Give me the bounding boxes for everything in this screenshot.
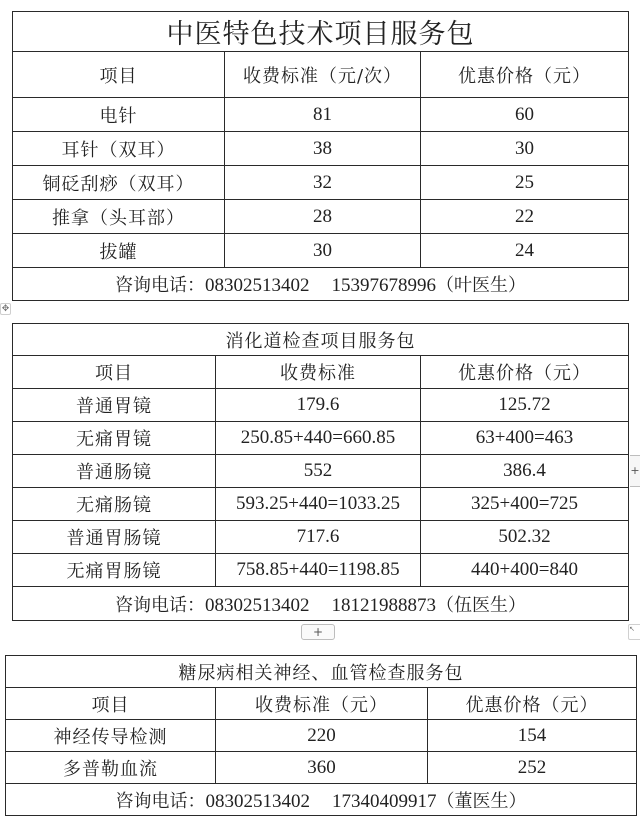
item-name: 普通胃镜 bbox=[13, 389, 216, 422]
standard-fee: 28 bbox=[225, 200, 421, 234]
discount-price: 125.72 bbox=[421, 389, 629, 422]
tcm-service-table bbox=[12, 11, 629, 301]
discount-price: 30 bbox=[421, 132, 629, 166]
add-column-button[interactable]: + bbox=[630, 455, 640, 487]
table-row bbox=[6, 720, 637, 752]
header-discount-price: 优惠价格（元） bbox=[428, 688, 637, 720]
header-item: 项目 bbox=[6, 688, 216, 720]
table-row bbox=[13, 521, 629, 554]
phone-landline: 08302513402 bbox=[205, 275, 310, 296]
contact-doctor: （叶医生） bbox=[436, 275, 526, 296]
table-row bbox=[13, 234, 629, 268]
standard-fee: 360 bbox=[216, 752, 428, 784]
table-row bbox=[13, 455, 629, 488]
contact-doctor: （董医生） bbox=[436, 790, 527, 812]
discount-price: 25 bbox=[421, 166, 629, 200]
header-row bbox=[13, 356, 629, 389]
consult-phone-footer bbox=[13, 587, 629, 621]
consult-label: 咨询电话： bbox=[115, 594, 206, 616]
table-title: 糖尿病相关神经、血管检查服务包 bbox=[6, 656, 637, 688]
table-row bbox=[13, 200, 629, 234]
item-name: 普通胃肠镜 bbox=[13, 521, 216, 554]
table-row bbox=[13, 488, 629, 521]
discount-price: 386.4 bbox=[421, 455, 629, 488]
header-standard-fee: 收费标准（元） bbox=[216, 688, 428, 720]
item-name: 无痛胃肠镜 bbox=[13, 554, 216, 587]
standard-fee: 758.85+440=1198.85 bbox=[216, 554, 421, 587]
standard-fee: 717.6 bbox=[216, 521, 421, 554]
consult-phone-footer bbox=[6, 784, 637, 816]
header-item: 项目 bbox=[13, 356, 216, 389]
item-name: 铜砭刮痧（双耳） bbox=[13, 166, 225, 200]
table-title: 消化道检查项目服务包 bbox=[13, 324, 629, 356]
add-row-button[interactable]: + bbox=[301, 624, 335, 640]
header-discount-price: 优惠价格（元） bbox=[421, 52, 629, 98]
item-name: 普通肠镜 bbox=[13, 455, 216, 488]
table-move-handle-icon[interactable]: ✥ bbox=[1, 304, 10, 314]
header-standard-fee: 收费标准（元/次） bbox=[225, 52, 421, 98]
table-row bbox=[13, 98, 629, 132]
discount-price: 502.32 bbox=[421, 521, 629, 554]
discount-price: 24 bbox=[421, 234, 629, 268]
item-name: 电针 bbox=[13, 98, 225, 132]
table-row bbox=[13, 132, 629, 166]
standard-fee: 593.25+440=1033.25 bbox=[216, 488, 421, 521]
consult-phone-footer bbox=[13, 268, 629, 301]
discount-price: 440+400=840 bbox=[421, 554, 629, 587]
table-row bbox=[13, 422, 629, 455]
item-name: 无痛胃镜 bbox=[13, 422, 216, 455]
item-name: 神经传导检测 bbox=[6, 720, 216, 752]
item-name: 拔罐 bbox=[13, 234, 225, 268]
discount-price: 22 bbox=[421, 200, 629, 234]
phone-mobile: 18121988873 bbox=[331, 594, 437, 616]
table-row bbox=[13, 389, 629, 422]
discount-price: 63+400=463 bbox=[421, 422, 629, 455]
table-row bbox=[13, 166, 629, 200]
table-row bbox=[13, 554, 629, 587]
consult-label: 咨询电话： bbox=[115, 790, 206, 812]
discount-price: 252 bbox=[428, 752, 637, 784]
phone-landline: 08302513402 bbox=[205, 594, 310, 616]
standard-fee: 179.6 bbox=[216, 389, 421, 422]
standard-fee: 81 bbox=[225, 98, 421, 132]
standard-fee: 32 bbox=[225, 166, 421, 200]
standard-fee: 30 bbox=[225, 234, 421, 268]
phone-mobile: 17340409917 bbox=[332, 790, 437, 812]
header-row bbox=[6, 688, 637, 720]
diabetes-exam-table bbox=[5, 655, 637, 816]
discount-price: 60 bbox=[421, 98, 629, 132]
standard-fee: 220 bbox=[216, 720, 428, 752]
phone-landline: 08302513402 bbox=[205, 790, 310, 812]
table-resize-handle-icon[interactable]: ↖ bbox=[628, 624, 640, 640]
standard-fee: 552 bbox=[216, 455, 421, 488]
header-discount-price: 优惠价格（元） bbox=[421, 356, 629, 389]
item-name: 多普勒血流 bbox=[6, 752, 216, 784]
header-item: 项目 bbox=[13, 52, 225, 98]
header-standard-fee: 收费标准 bbox=[216, 356, 421, 389]
standard-fee: 250.85+440=660.85 bbox=[216, 422, 421, 455]
item-name: 推拿（头耳部） bbox=[13, 200, 225, 234]
header-row bbox=[13, 52, 629, 98]
phone-mobile: 15397678996 bbox=[331, 275, 436, 296]
discount-price: 325+400=725 bbox=[421, 488, 629, 521]
contact-doctor: （伍医生） bbox=[436, 594, 527, 616]
consult-label: 咨询电话： bbox=[115, 275, 205, 296]
standard-fee: 38 bbox=[225, 132, 421, 166]
item-name: 耳针（双耳） bbox=[13, 132, 225, 166]
item-name: 无痛肠镜 bbox=[13, 488, 216, 521]
digestive-exam-table bbox=[12, 323, 629, 621]
table-title: 中医特色技术项目服务包 bbox=[13, 12, 629, 52]
table-row bbox=[6, 752, 637, 784]
discount-price: 154 bbox=[428, 720, 637, 752]
